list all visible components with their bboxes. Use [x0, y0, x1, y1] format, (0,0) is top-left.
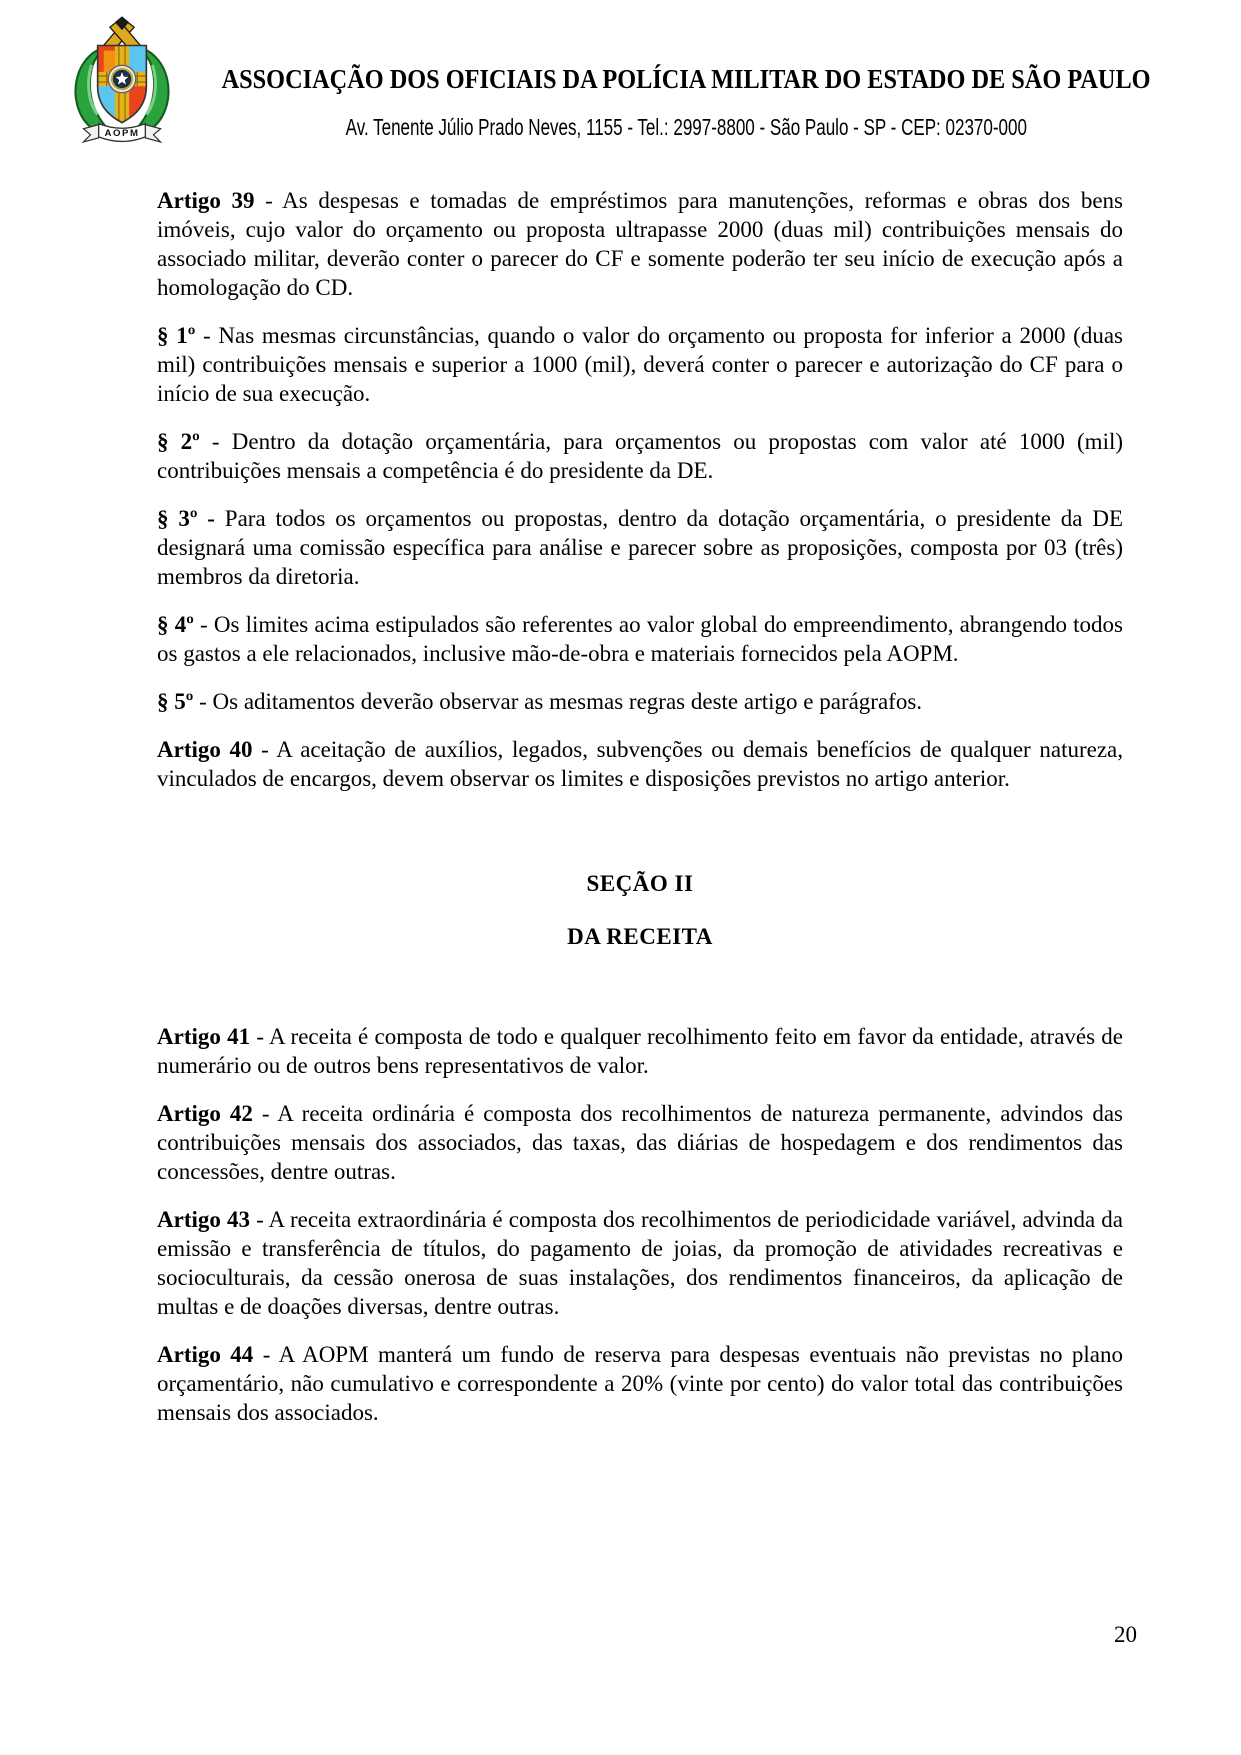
paragraph-artigo-42 [157, 1099, 1123, 1186]
paragraph-par-5 [157, 687, 1123, 716]
paragraph-lead: Artigo 39 [157, 188, 255, 213]
paragraph-text: - A AOPM manterá um fundo de reserva para despesas eventuais não previstas no plano orçamentário, não cumulativo e correspondente a 20% (vinte por cento) do valor total das contribuições mensais dos associados. [157, 1342, 1123, 1425]
paragraph-text: Para todos os orçamentos ou propostas, dentro da dotação orçamentária, o presidente da DE designará uma comissão específica para análise e parecer sobre as proposições, composta por 03 (três) membros da diretoria. [157, 506, 1123, 589]
logo-banner-label: AOPM [104, 127, 140, 139]
paragraph-lead: Artigo 40 [157, 737, 253, 762]
paragraph-artigo-39 [157, 186, 1123, 302]
paragraph-lead: Artigo 44 [157, 1342, 254, 1367]
paragraph-par-2 [157, 427, 1123, 485]
paragraph-lead: Artigo 41 [157, 1024, 251, 1049]
paragraph-lead: § 5º [157, 689, 194, 714]
paragraph-text: - Os limites acima estipulados são referentes ao valor global do empreendimento, abrangendo todos os gastos a ele relacionados, inclusive mão-de-obra e materiais fornecidos pela AOPM. [157, 612, 1124, 666]
paragraph-par-1 [157, 321, 1123, 408]
paragraph-text: - As despesas e tomadas de empréstimos para manutenções, reformas e obras dos bens imóveis, cujo valor do orçamento ou proposta ultrapasse 2000 (duas mil) contribuições mensais do associado militar, deverão conter o parecer do CF e somente poderão ter seu início de execução após a homologação do CD. [157, 188, 1124, 300]
page-number: 20 [1114, 1622, 1137, 1647]
paragraph-lead: § 4º [157, 612, 194, 637]
paragraph-par-4 [157, 610, 1123, 668]
paragraph-lead: § 2º [157, 429, 200, 454]
paragraph-artigo-43 [157, 1205, 1123, 1321]
paragraph-artigo-44 [157, 1340, 1123, 1427]
section-heading: SEÇÃO II [586, 871, 694, 896]
org-title: ASSOCIAÇÃO DOS OFICIAIS DA POLÍCIA MILITAR DO ESTADO DE SÃO PAULO [221, 64, 1151, 94]
paragraph-text: - A receita é composta de todo e qualquer recolhimento feito em favor da entidade, através de numerário ou de outros bens representativos de valor. [157, 1024, 1124, 1078]
paragraph-text: - A receita extraordinária é composta dos recolhimentos de periodicidade variável, advinda da emissão e transferência de títulos, do pagamento de joias, da promoção de atividades recreativas e socioculturais, da cessão onerosa de suas instalações, dos rendimentos financeiros, da aplicação de multas e de doações diversas, dentre outras. [157, 1207, 1123, 1319]
paragraph-text: - Nas mesmas circunstâncias, quando o valor do orçamento ou proposta for inferior a 2000 (duas mil) contribuições mensais e superior a 1000 (mil), deverá conter o parecer e autorização do CF para o início de sua execução. [157, 323, 1124, 406]
paragraph-lead: Artigo 43 [157, 1207, 250, 1232]
paragraph-text: - Os aditamentos deverão observar as mesmas regras deste artigo e parágrafos. [193, 689, 923, 714]
paragraph-text: - A aceitação de auxílios, legados, subvenções ou demais benefícios de qualquer natureza, vinculados de encargos, devem observar os limites e disposições previstos no artigo anterior. [157, 737, 1123, 791]
paragraph-artigo-40 [157, 735, 1123, 793]
paragraph-par-3 [157, 504, 1123, 591]
org-address: Av. Tenente Júlio Prado Neves, 1155 - Tel.: 2997-8800 - São Paulo - SP - CEP: 02370-000 [345, 114, 1027, 140]
paragraph-artigo-41 [157, 1022, 1123, 1080]
document-body [157, 186, 1123, 1446]
paragraph-text: - Dentro da dotação orçamentária, para orçamentos ou propostas com valor até 1000 (mil) contribuições mensais a competência é do presidente da DE. [157, 429, 1124, 483]
section-subheading: DA RECEITA [567, 924, 713, 949]
paragraph-lead: Artigo 42 [157, 1101, 253, 1126]
paragraph-text: - A receita ordinária é composta dos recolhimentos de natureza permanente, advindos das contribuições mensais dos associados, das taxas, das diárias de hospedagem e dos rendimentos das concessões, dentre outras. [157, 1101, 1123, 1184]
paragraph-lead: § 1º [157, 323, 196, 348]
paragraph-lead: § 3º - [157, 506, 215, 531]
